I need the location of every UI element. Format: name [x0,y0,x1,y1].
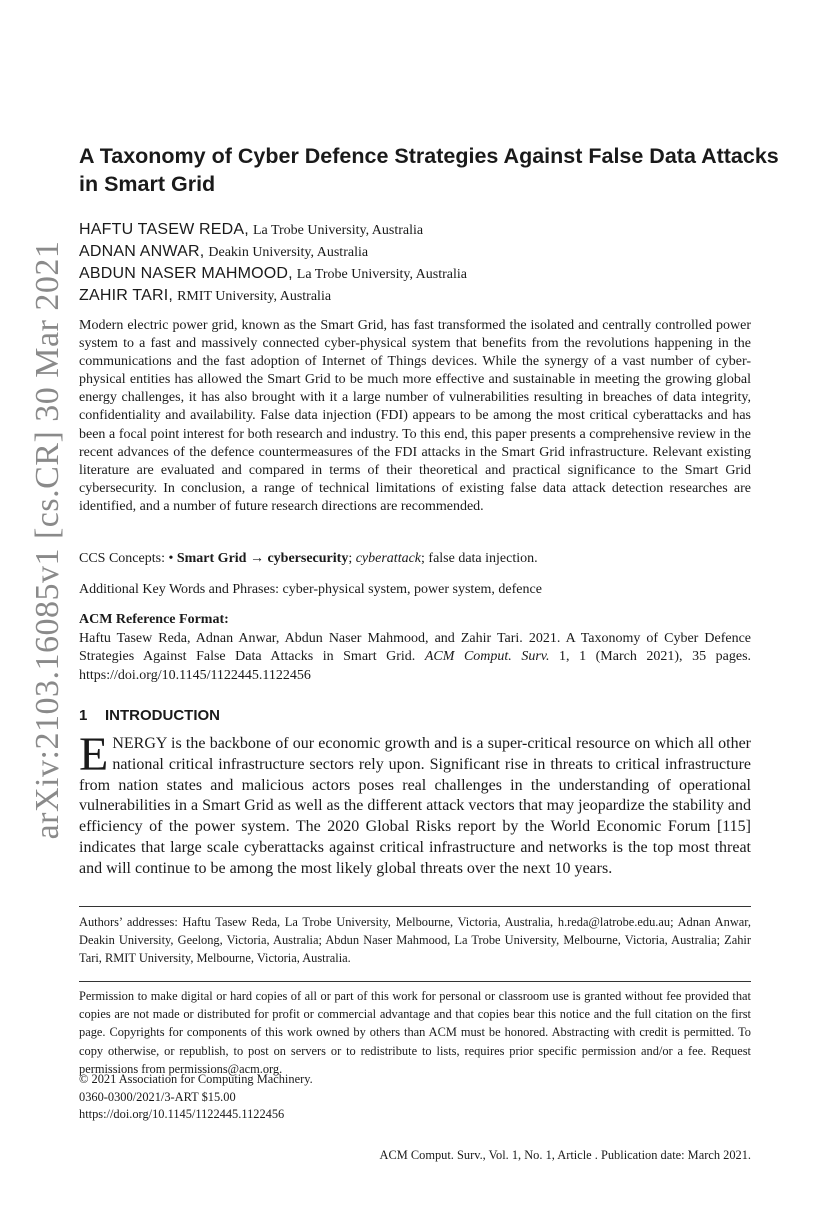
author-entry [79,219,759,241]
section-heading [79,707,220,724]
keywords: Additional Key Words and Phrases: cyber-physical system, power system, defence [79,582,542,597]
ccs-term: Smart Grid [176,551,247,566]
author-entry [79,263,759,285]
ccs-arrow: → [249,551,264,566]
author-name: ADNAN ANWAR, [79,243,205,260]
author-affiliation: La Trobe University, Australia [252,223,424,238]
arxiv-stamp-text: arXiv:2103.16085v1 [cs.CR] 30 Mar 2021 [29,240,66,840]
reference-text: Haftu Tasew Reda, Adnan Anwar, Abdun Naser Mahmood, and Zahir Tari. 2021. A Taxonomy of Cyber Defence Strategies Against False Data Attacks in Smart Grid. [79,631,751,665]
page-footer: ACM Comput. Surv., Vol. 1, No. 1, Article . Publication date: March 2021. [379,1148,751,1162]
ccs-rest: ; false data injection. [421,551,538,566]
introduction-paragraph [79,728,751,880]
section-title: INTRODUCTION [105,707,220,724]
paper-title: A Taxonomy of Cyber Defence Strategies Against False Data Attacks in Smart Grid [79,144,779,196]
reference-heading: ACM Reference Format: [79,612,229,627]
footnote-divider [79,906,751,907]
reference-format [79,630,751,685]
reference-journal: ACM Comput. Surv. [424,649,550,665]
author-entry [79,241,759,263]
author-name: HAFTU TASEW REDA, [79,221,249,238]
author-entry [79,285,759,307]
ccs-term: cybersecurity [267,551,349,566]
reference-text: 1, 1 (March 2021), 35 pages. https://doi.org/10.1145/1122445.1122456 [79,649,752,683]
introduction-text: NERGY is the backbone of our economic growth and is a super-critical resource on which all other national critical infrastructure sectors rely upon. Significant rise in threats to critical infrastructure from nation states and malicious actors poses real challenges in the understanding of operational vulnerabilities in a Smart Grid as well as the different attack vectors that may jeopardize the stability and efficiency of the power system. The 2020 Global Risks report by the World Economic Forum [115] indicates that large scale cyberattacks against critical infrastructure and networks is the top most threat and will continue to be among the most likely global threats over the next 10 years. [79,735,751,877]
ccs-separator: ; [348,551,353,566]
permission-notice: Permission to make digital or hard copies of all or part of this work for personal or classroom use is granted without fee provided that copies are not made or distributed for profit or commercial advantage and that copies bear this notice and the full citation on the first page. Copyrights for components of this work owned by others than ACM must be honored. Abstracting with credit is permitted. To copy otherwise, or republish, to post on servers or to redistribute to lists, requires prior specific permission and/or a fee. Request permissions from permissions@acm.org. [79,989,751,1076]
authors-addresses: Authors’ addresses: Haftu Tasew Reda, La Trobe University, Melbourne, Victoria, Australia, h.reda@latrobe.edu.au; Adnan Anwar, Deakin University, Geelong, Victoria, Australia; Abdun Naser Mahmood, La Trobe University, Melbourne, Victoria, Australia; Zahir Tari, RMIT University, Melbourne, Victoria, Australia. [79,915,751,966]
ccs-term: cyberattack [355,551,422,566]
abstract: Modern electric power grid, known as the Smart Grid, has fast transformed the isolated and centrally controlled power system to a fast and massively connected cyber-physical system that benefits from the revolutions happening in the communications and the fast adoption of Internet of Things devices. While the synergy of a vast number of cyber-physical entities has allowed the Smart Grid to be much more effective and sustainable in meeting the growing global energy challenges, it has also brought with it a large number of vulnerabilities resulting in breaches of data integrity, confidentiality and availability. False data injection (FDI) appears to be among the most critical cyberattacks and has been a focal point interest for both research and industry. To this end, this paper presents a comprehensive review in the recent advances of the defence countermeasures of the FDI attacks in the Smart Grid infrastructure. Relevant existing literature are evaluated and compared in terms of their theoretical and practical significance to the Smart Grid cybersecurity. In conclusion, a range of technical limitations of existing false data attack detection researches are identified, and a number of future research directions are recommended. [79,318,751,514]
author-list [79,219,759,307]
copyright-notice: © 2021 Association for Computing Machinery. [79,1072,313,1086]
author-name: ZAHIR TARI, [79,287,174,304]
author-affiliation: La Trobe University, Australia [296,267,467,282]
permission-divider [79,981,751,982]
author-affiliation: RMIT University, Australia [177,289,332,304]
author-affiliation: Deakin University, Australia [208,245,369,260]
ccs-concepts [79,551,538,567]
issn-line: 0360-0300/2021/3-ART $15.00 [79,1090,236,1104]
author-name: ABDUN NASER MAHMOOD, [79,265,293,282]
ccs-prefix: CCS Concepts: • [79,551,174,566]
drop-cap: E [79,728,109,781]
doi-link[interactable]: https://doi.org/10.1145/1122445.1122456 [79,1107,285,1121]
arxiv-stamp [28,240,68,840]
section-number: 1 [79,707,88,724]
